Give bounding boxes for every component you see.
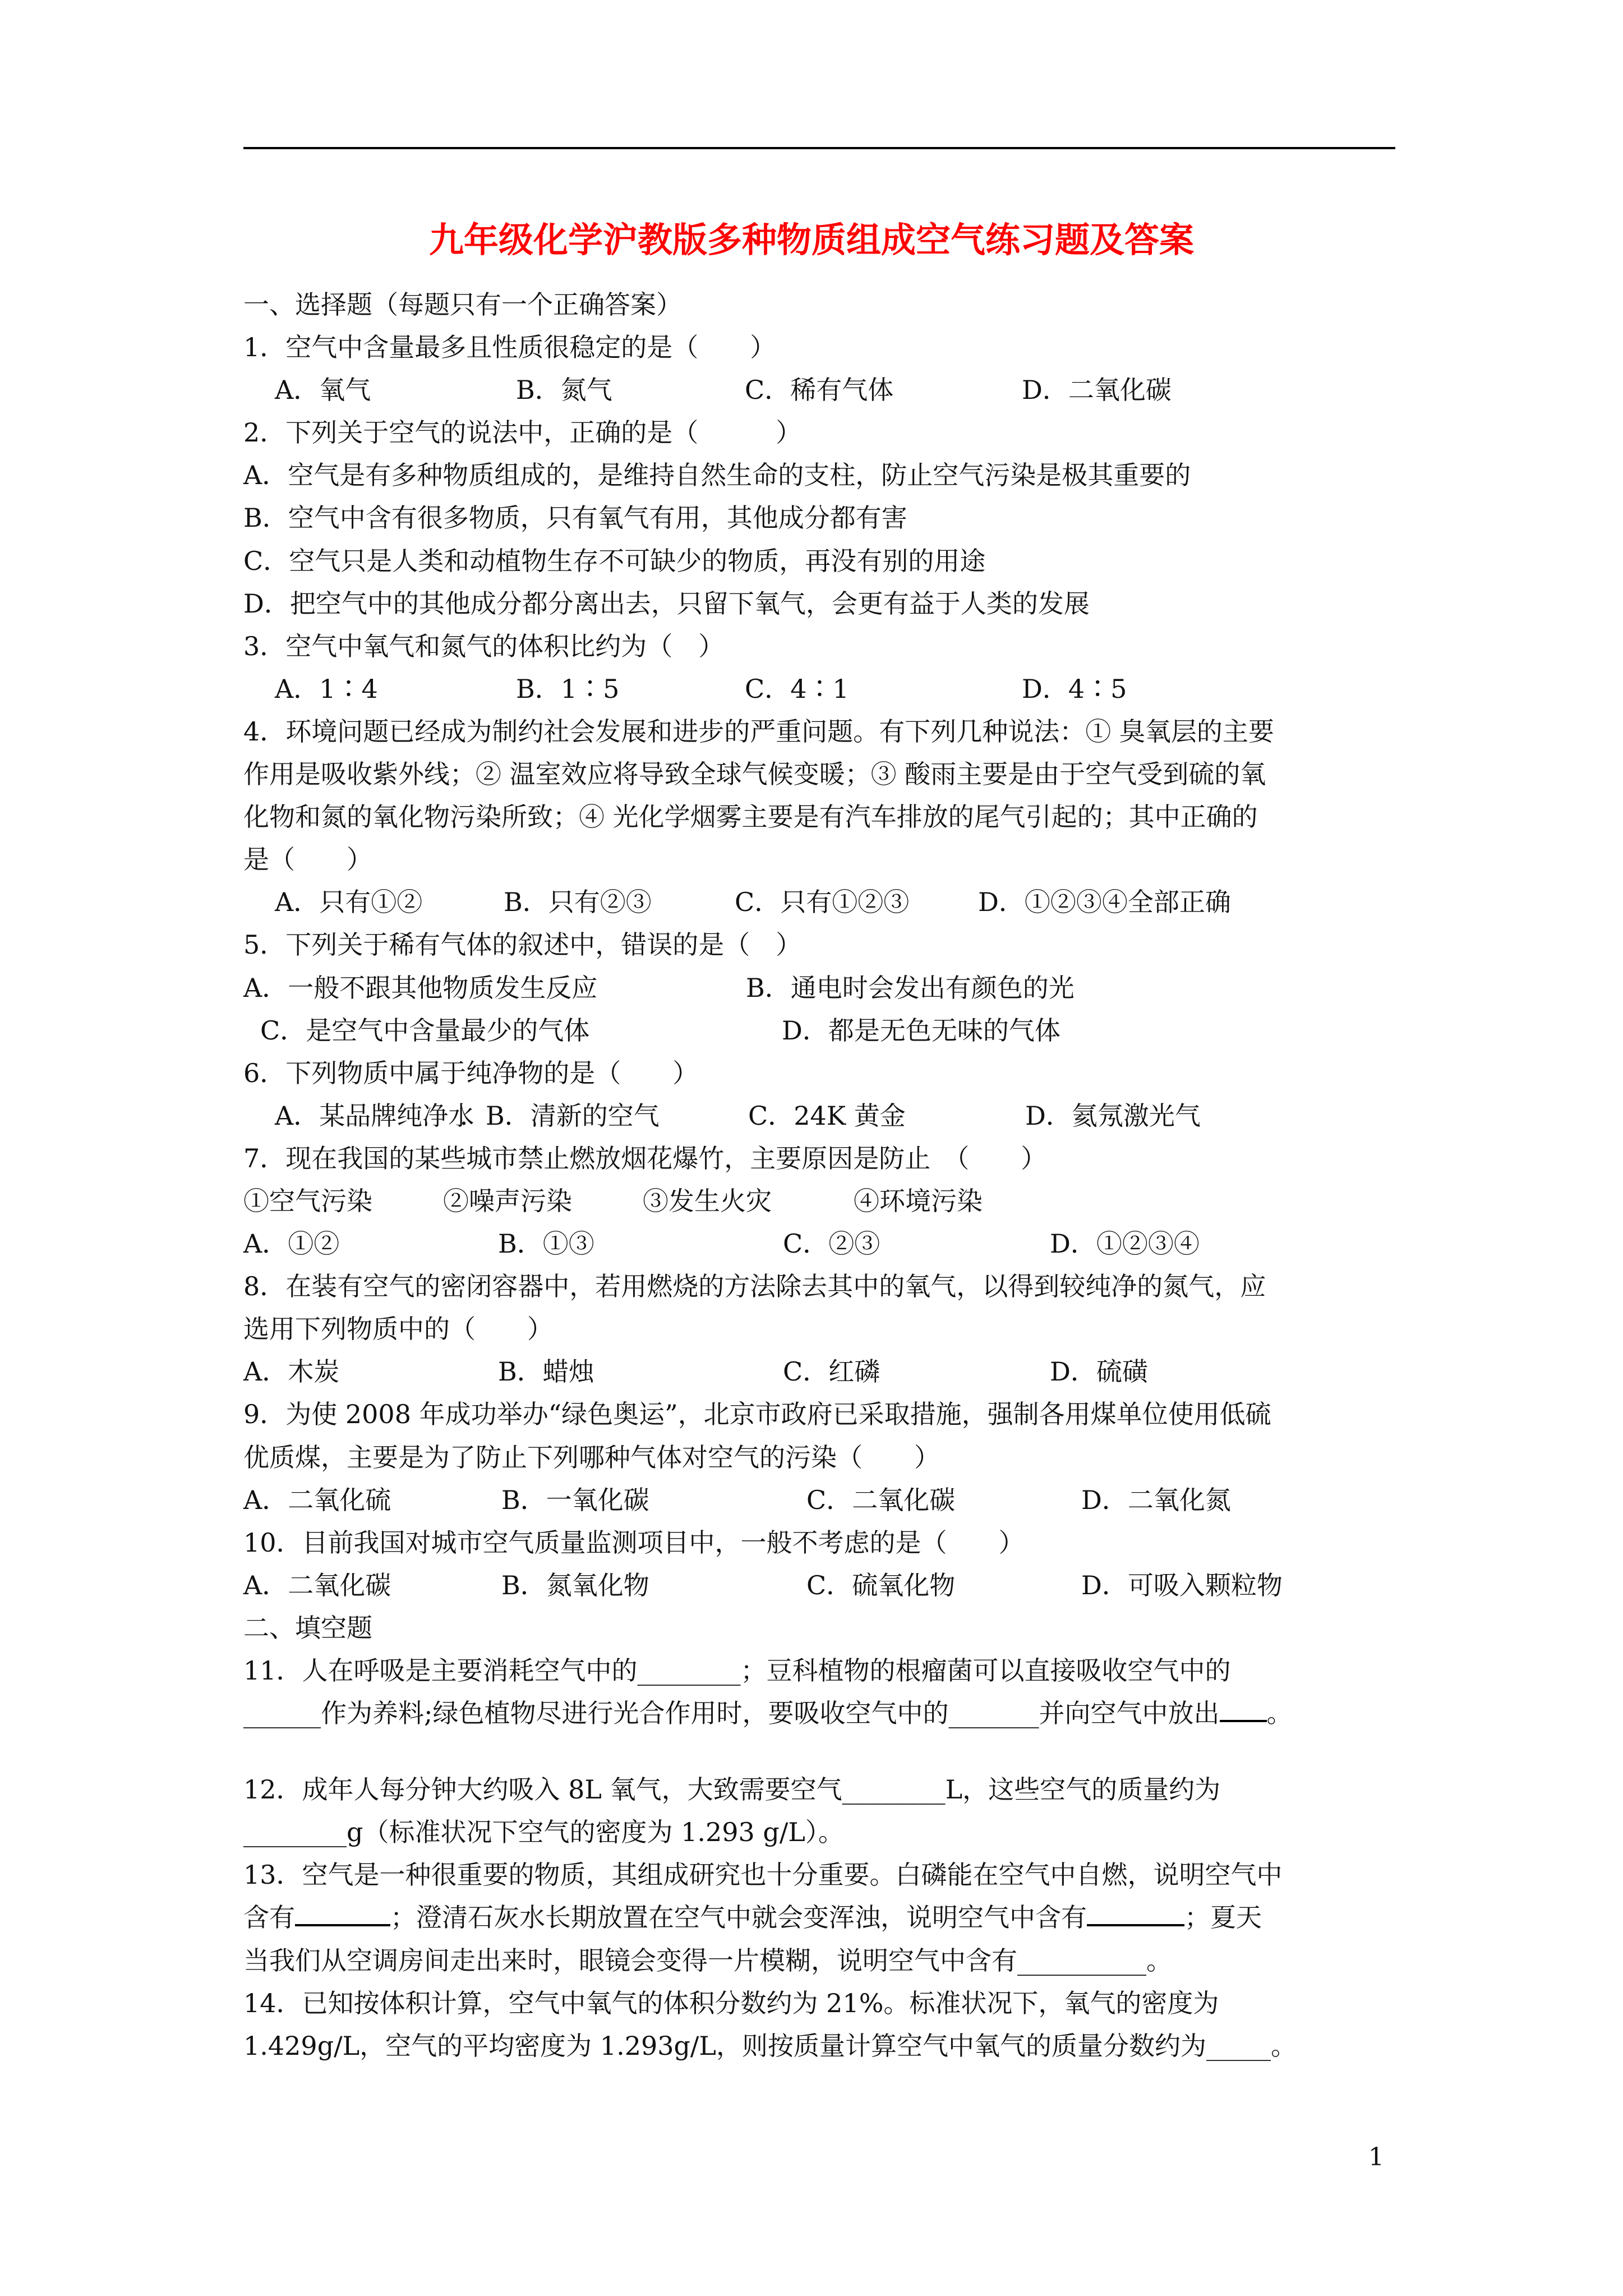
question-9-line-1: 9．为使 2008 年成功举办“绿色奥运”，北京市政府已采取措施，强制各用煤单位使用低硫 bbox=[243, 1399, 1271, 1430]
question-5-options-row-2 bbox=[243, 1009, 1410, 1052]
option-c: C．红磷 bbox=[783, 1356, 880, 1387]
section-heading-choice: 一、选择题（每题只有一个正确答案） bbox=[243, 289, 682, 320]
option-a: A．二氧化硫 bbox=[243, 1484, 391, 1515]
question-10-options bbox=[243, 1564, 1410, 1607]
option-c: C．二氧化碳 bbox=[806, 1484, 956, 1515]
option-b: B．通电时会发出有颜色的光 bbox=[746, 972, 1075, 1003]
item-3: ③发生火灾 bbox=[643, 1185, 772, 1216]
document-body bbox=[243, 283, 1410, 2067]
question-7-options bbox=[243, 1222, 1410, 1265]
option-c: C．24K 黄金 bbox=[748, 1100, 906, 1131]
question-9-line-2: 优质煤，主要是为了防止下列哪种气体对空气的污染（ ） bbox=[243, 1442, 940, 1473]
question-7: 7．现在我国的某些城市禁止燃放烟花爆竹，主要原因是防止 （ ） bbox=[243, 1143, 1047, 1174]
question-3-options bbox=[243, 668, 1410, 710]
question-14-line-1: 14．已知按体积计算，空气中氧气的体积分数约为 21%。标准状况下，氧气的密度为 bbox=[243, 1987, 1219, 2018]
option-a: A．氧气 bbox=[275, 375, 371, 406]
answer-blank bbox=[1220, 1694, 1267, 1722]
option-d: D．4∶5 bbox=[1022, 673, 1127, 704]
option-a: A．木炭 bbox=[243, 1356, 340, 1387]
question-2-option-d: D．把空气中的其他成分都分离出去，只留下氧气，会更有益于人类的发展 bbox=[243, 588, 1090, 619]
question-8-options bbox=[243, 1350, 1410, 1393]
question-14-line-2: 1.429g/L，空气的平均密度为 1.293g/L，则按质量计算空气中氧气的质量分数约为_____。 bbox=[243, 2030, 1297, 2061]
question-12-line-2: ________g（标准状况下空气的密度为 1.293 g/L）。 bbox=[243, 1817, 844, 1848]
option-d: D．可吸入颗粒物 bbox=[1081, 1570, 1283, 1600]
question-6: 6．下列物质中属于纯净物的是（ ） bbox=[243, 1057, 699, 1088]
question-4-line-3: 化物和氮的氧化物污染所致；④ 光化学烟雾主要是有汽车排放的尾气引起的；其中正确的 bbox=[243, 802, 1258, 832]
option-a: A．1∶4 bbox=[275, 673, 378, 704]
option-b: B．蜡烛 bbox=[498, 1356, 594, 1387]
question-5-options-row-1 bbox=[243, 967, 1410, 1009]
question-11-line-1: 11．人在呼吸是主要消耗空气中的________；豆科植物的根瘤菌可以直接吸收空气中的 bbox=[243, 1655, 1231, 1686]
question-6-options bbox=[243, 1094, 1410, 1137]
question-5: 5．下列关于稀有气体的叙述中，错误的是（ ） bbox=[243, 930, 802, 960]
question-4-options bbox=[243, 881, 1410, 923]
question-12-line-1: 12．成年人每分钟大约吸入 8L 氧气，大致需要空气________L，这些空气的质量约为 bbox=[243, 1774, 1221, 1805]
answer-blank bbox=[295, 1898, 390, 1926]
item-2: ②噪声污染 bbox=[443, 1185, 572, 1216]
document-title: 九年级化学沪教版多种物质组成空气练习题及答案 bbox=[428, 219, 1194, 260]
option-a: A．一般不跟其他物质发生反应 bbox=[243, 972, 598, 1003]
answer-blank bbox=[1087, 1898, 1184, 1926]
question-2-option-a: A．空气是有多种物质组成的，是维持自然生命的支柱，防止空气污染是极其重要的 bbox=[243, 460, 1191, 491]
option-b: B．1∶5 bbox=[516, 673, 620, 704]
option-c: C．4∶1 bbox=[745, 673, 849, 704]
option-d: D．硫磺 bbox=[1050, 1356, 1148, 1387]
option-b: B．①③ bbox=[498, 1228, 594, 1259]
question-3: 3．空气中氧气和氮气的体积比约为（ ） bbox=[243, 631, 725, 661]
option-c: C．是空气中含量最少的气体 bbox=[260, 1015, 590, 1046]
question-13-line-1: 13．空气是一种很重要的物质，其组成研究也十分重要。白磷能在空气中自燃，说明空气中 bbox=[243, 1860, 1283, 1890]
question-1: 1．空气中含量最多且性质很稳定的是（ ） bbox=[243, 332, 776, 363]
option-d: D．①②③④ bbox=[1050, 1228, 1200, 1259]
spacer bbox=[243, 1734, 1410, 1768]
item-4: ④环境污染 bbox=[854, 1185, 983, 1216]
question-2: 2．下列关于空气的说法中，正确的是（ ） bbox=[243, 417, 802, 448]
section-heading-fill: 二、填空题 bbox=[243, 1612, 372, 1643]
item-1: ①空气污染 bbox=[243, 1185, 372, 1216]
question-9-options bbox=[243, 1479, 1410, 1521]
option-a: A．某品牌纯净水 bbox=[275, 1100, 474, 1131]
header-rule bbox=[243, 147, 1395, 149]
option-b: B．一氧化碳 bbox=[501, 1484, 649, 1515]
option-a: A．①② bbox=[243, 1228, 340, 1259]
option-a: A．只有①② bbox=[275, 887, 423, 918]
option-d: D．二氧化氮 bbox=[1081, 1484, 1231, 1515]
option-d: D．都是无色无味的气体 bbox=[782, 1015, 1061, 1046]
question-10: 10．目前我国对城市空气质量监测项目中，一般不考虑的是（ ） bbox=[243, 1527, 1025, 1558]
question-13-line-2-start: 含有 bbox=[243, 1902, 295, 1933]
question-13-line-3: 当我们从空调房间走出来时，眼镜会变得一片模糊，说明空气中含有__________。 bbox=[243, 1945, 1172, 1976]
question-4-line-4: 是（ ） bbox=[243, 844, 372, 875]
page-number: 1 bbox=[1368, 2143, 1384, 2171]
question-11-line-2-text: ______作为养料;绿色植物尽进行光合作用时，要吸收空气中的_______并向空气中放出 bbox=[243, 1698, 1220, 1729]
question-2-option-c: C．空气只是人类和动植物生存不可缺少的物质，再没有别的用途 bbox=[243, 545, 986, 576]
option-b: ．B．清新的空气 bbox=[460, 1100, 660, 1131]
option-c: C．只有①②③ bbox=[735, 887, 910, 918]
option-b: B．氮氧化物 bbox=[501, 1570, 649, 1600]
option-d: D．二氧化碳 bbox=[1022, 375, 1172, 406]
question-7-items bbox=[243, 1180, 1410, 1222]
question-8-line-1: 8．在装有空气的密闭容器中，若用燃烧的方法除去其中的氧气，以得到较纯净的氮气，应 bbox=[243, 1271, 1266, 1302]
question-13-line-2-end: ；夏天 bbox=[1184, 1902, 1262, 1933]
option-a: A．二氧化碳 bbox=[243, 1570, 391, 1600]
question-8-line-2: 选用下列物质中的（ ） bbox=[243, 1314, 553, 1345]
option-b: B．只有②③ bbox=[504, 887, 652, 918]
question-13-line-2 bbox=[243, 1896, 1410, 1939]
question-2-option-b: B．空气中含有很多物质，只有氧气有用，其他成分都有害 bbox=[243, 503, 907, 533]
option-b: B．氮气 bbox=[516, 375, 612, 406]
option-d: D．①②③④全部正确 bbox=[978, 887, 1231, 918]
question-13-line-2-middle: ；澄清石灰水长期放置在空气中就会变浑浊，说明空气中含有 bbox=[390, 1902, 1087, 1933]
question-4-line-2: 作用是吸收紫外线；② 温室效应将导致全球气候变暖；③ 酸雨主要是由于空气受到硫的氧 bbox=[243, 759, 1266, 790]
question-11-line-2 bbox=[243, 1692, 1410, 1734]
question-4-line-1: 4．环境问题已经成为制约社会发展和进步的严重问题。有下列几种说法：① 臭氧层的主要 bbox=[243, 716, 1274, 747]
option-d: D．氦氖激光气 bbox=[1025, 1100, 1201, 1131]
option-c: C．②③ bbox=[783, 1228, 880, 1259]
option-c: C．稀有气体 bbox=[745, 375, 894, 406]
question-1-options bbox=[243, 369, 1410, 411]
question-11-line-2-end: 。 bbox=[1266, 1698, 1293, 1729]
option-c: C．硫氧化物 bbox=[806, 1570, 956, 1600]
